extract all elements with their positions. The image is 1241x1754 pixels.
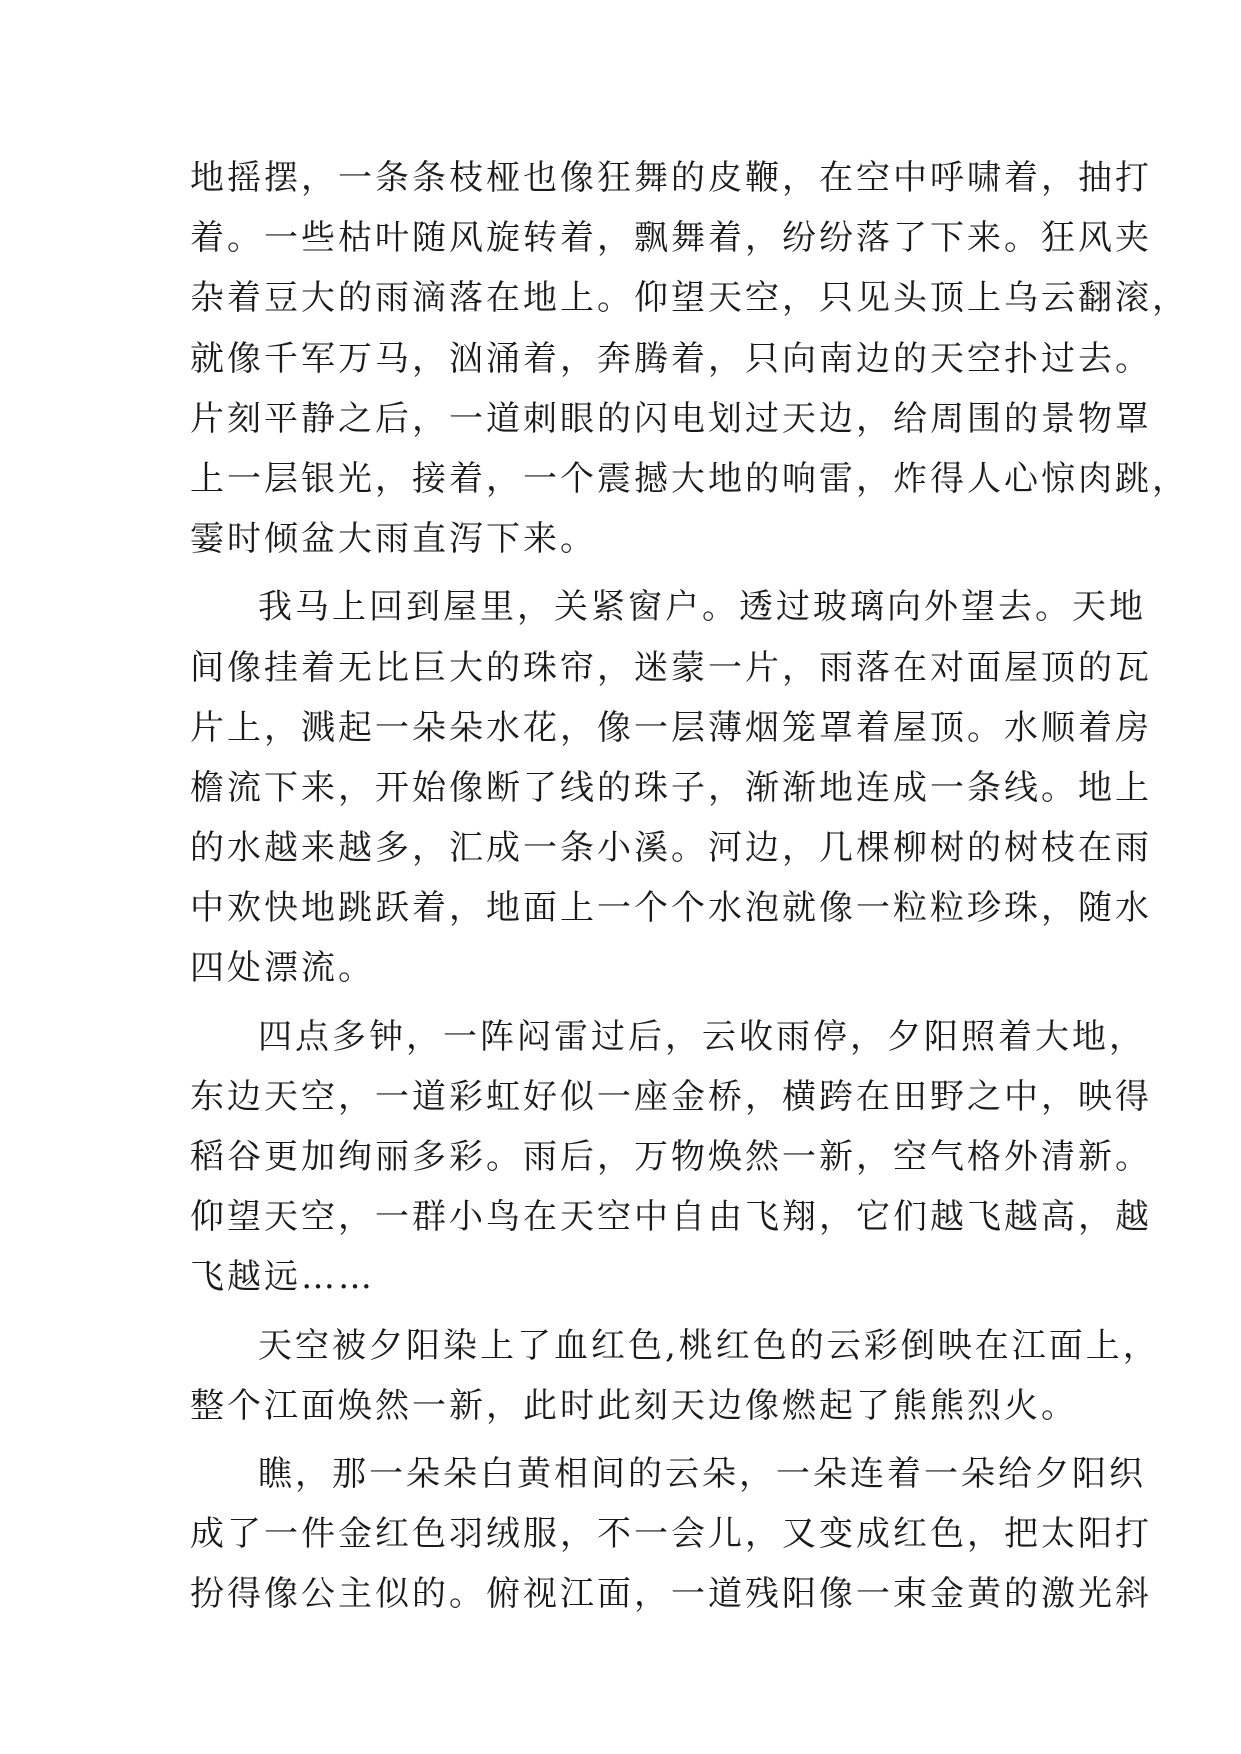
text-line: 我马上回到屋里，关紧窗户。透过玻璃向外望去。天地	[258, 587, 1146, 628]
text-line: 地摇摆，一条条枝桠也像狂舞的皮鞭，在空中呼啸着，抽打	[190, 158, 1152, 198]
text-line: 就像千军万马，汹涌着，奔腾着，只向南边的天空扑过去。	[190, 338, 1152, 379]
paragraph	[190, 148, 1189, 569]
text-line: 上一层银光，接着，一个震撼大地的响雷，炸得人心惊肉跳，	[190, 458, 1189, 499]
text-line: 着。一些枯叶随风旋转着，飘舞着，纷纷落了下来。狂风夹	[190, 218, 1152, 259]
paragraph	[190, 577, 1152, 998]
text-line: 成了一件金红色羽绒服，不一会儿，又变成红色，把太阳打	[190, 1514, 1152, 1555]
text-line: 霎时倾盆大雨直泻下来。	[190, 519, 597, 560]
body-text	[190, 148, 1189, 1625]
text-line: 飞越远……	[190, 1257, 375, 1298]
text-line: 扮得像公主似的。俯视江面，一道残阳像一束金黄的激光斜	[190, 1574, 1152, 1615]
text-line: 间像挂着无比巨大的珠帘，迷蒙一片，雨落在对面屋顶的瓦	[190, 647, 1152, 688]
text-line: 片上，溅起一朵朵水花，像一层薄烟笼罩着屋顶。水顺着房	[190, 707, 1152, 748]
text-line: 檐流下来，开始像断了线的珠子，渐渐地连成一条线。地上	[190, 767, 1152, 808]
paragraph	[190, 1007, 1152, 1308]
text-line: 杂着豆大的雨滴落在地上。仰望天空，只见头顶上乌云翻滚，	[190, 278, 1189, 319]
text-line: 四处漂流。	[190, 948, 375, 989]
text-line: 中欢快地跳跃着，地面上一个个水泡就像一粒粒珍珠，随水	[190, 888, 1152, 929]
text-line: 整个江面焕然一新，此时此刻天边像燃起了熊熊烈火。	[190, 1385, 1078, 1426]
paragraph	[190, 1444, 1152, 1625]
text-line: 瞧，那一朵朵白黄相间的云朵，一朵连着一朵给夕阳织	[258, 1453, 1146, 1494]
text-line: 稻谷更加绚丽多彩。雨后，万物焕然一新，空气格外清新。	[190, 1137, 1152, 1177]
text-line: 天空被夕阳染上了血红色,桃红色的云彩倒映在江面上，	[258, 1325, 1160, 1366]
text-line: 四点多钟，一阵闷雷过后，云收雨停，夕阳照着大地，	[258, 1016, 1146, 1057]
text-line: 片刻平静之后，一道刺眼的闪电划过天边，给周围的景物罩	[190, 398, 1152, 439]
text-line: 东边天空，一道彩虹好似一座金桥，横跨在田野之中，映得	[190, 1076, 1152, 1117]
paragraph	[190, 1316, 1160, 1436]
text-line: 的水越来越多，汇成一条小溪。河边，几棵柳树的树枝在雨	[190, 828, 1152, 869]
text-line: 仰望天空，一群小鸟在天空中自由飞翔，它们越飞越高，越	[190, 1197, 1152, 1238]
